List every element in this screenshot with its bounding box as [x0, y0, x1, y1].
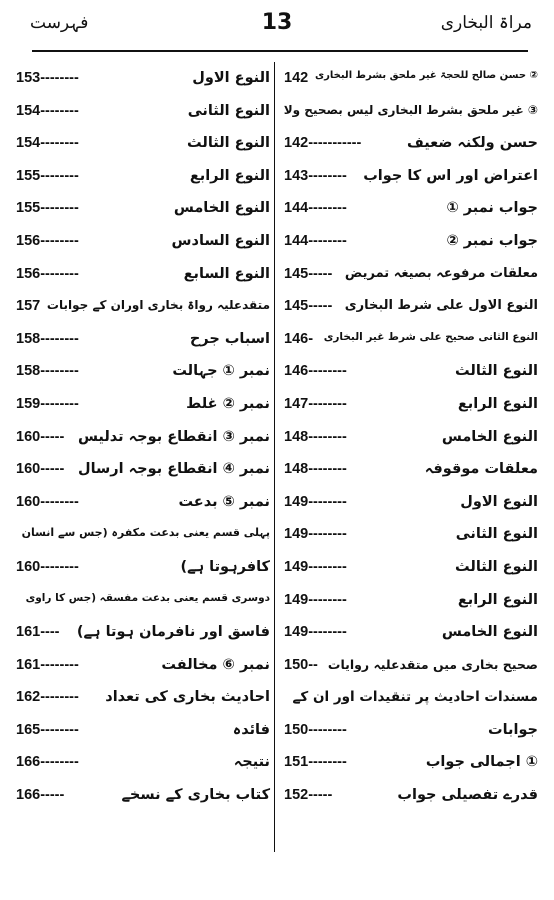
toc-entry-title: مسندات احادیث پر تنقیدات اور ان کے [292, 689, 538, 706]
toc-entry [16, 164, 270, 197]
toc-entry [16, 718, 270, 751]
toc-entry-title: اعتراض اور اس کا جواب [363, 167, 538, 184]
toc-entry [284, 327, 538, 360]
toc-entry-title: النوع الثالث [455, 558, 538, 575]
toc-entry [16, 490, 270, 523]
toc-entry-title: نمبر ④ انقطاع بوجہ ارسال [78, 461, 270, 478]
toc-entry-title: نمبر ③ انقطاع بوجہ تدلیس [77, 428, 270, 445]
toc-entry [284, 196, 538, 229]
toc-entry-title: ③ غیر ملحق بشرط البخاری لیس بصحیح ولا [283, 102, 538, 117]
toc-page-number: 160-------- [16, 558, 79, 575]
toc-entry [16, 392, 270, 425]
toc-entry-title: نمبر ② غلط [186, 395, 270, 412]
toc-entry-title: النوع السادس [171, 232, 270, 249]
toc-entry [284, 685, 538, 718]
toc-entry [284, 294, 538, 327]
toc-entry [284, 490, 538, 523]
toc-page-number: 143-------- [284, 167, 347, 184]
toc-entry [16, 750, 270, 783]
toc-page-number: 154-------- [16, 102, 79, 119]
toc-entry-title: النوع الرابع [457, 591, 538, 608]
toc-page-number: 152----- [284, 787, 333, 804]
toc-page-number: 165-------- [16, 721, 79, 738]
toc-entry [284, 588, 538, 621]
toc-entry [284, 425, 538, 458]
toc-entry [16, 294, 270, 327]
toc-page-number: 148-------- [284, 428, 347, 445]
toc-page-number: 166-------- [16, 754, 79, 771]
toc-page-number: 149-------- [284, 493, 347, 510]
toc-page-number: 162-------- [16, 689, 79, 706]
toc-entry [16, 196, 270, 229]
toc-entry [16, 685, 270, 718]
toc-page-number: 142----------- [284, 135, 362, 152]
toc-entry [16, 327, 270, 360]
toc-entry [284, 66, 538, 99]
toc-entry-title: النوع الرابع [457, 395, 538, 412]
toc-page-number: 146-------- [284, 363, 347, 380]
toc-page-number: 154-------- [16, 135, 79, 152]
toc-entry-title: معلقات مرفوعہ بصیغہ تمریض [344, 265, 538, 281]
toc-entry-title: النوع الثانی [187, 102, 270, 119]
toc-entry-title: ② حسن صالح للحجۃ غیر ملحق بشرط البخاری [314, 70, 538, 81]
toc-page-number: 158-------- [16, 363, 79, 380]
column-divider [274, 62, 275, 852]
toc-entry [16, 229, 270, 262]
toc-entry [16, 522, 270, 555]
toc-entry [16, 457, 270, 490]
toc-entry-title: نمبر ⑥ مخالفت [161, 656, 270, 673]
toc-entry-title: کافرہوتا ہے) [180, 558, 270, 575]
toc-entry-title: متقدعلیہ رواۃ بخاری اوران کے جوابات [46, 298, 270, 313]
toc-entry [284, 229, 538, 262]
header-rule [32, 50, 528, 52]
toc-page-number: 146- [284, 330, 314, 347]
toc-entry [284, 522, 538, 555]
toc-page-number: 153-------- [16, 70, 79, 86]
toc-page-number: 158-------- [16, 330, 79, 347]
toc-entry [284, 718, 538, 751]
page-header [12, 8, 542, 52]
toc-page-number: 156-------- [16, 265, 79, 282]
header-section-title: فہرست [30, 13, 89, 33]
toc-entry-title: جواب نمبر ① [446, 200, 538, 217]
toc-entry [284, 653, 538, 686]
toc-entry-title: احادیث بخاری کی تعداد [105, 689, 270, 706]
toc-page-number: 142 [284, 70, 309, 86]
toc-page-number: 144-------- [284, 232, 347, 249]
header-book-title: مراۃ البخاری [440, 13, 532, 33]
toc-entry-title: النوع الاول علی شرط البخاری [344, 298, 538, 314]
toc-entry [16, 588, 270, 621]
toc-entry-title: النوع الثانی [455, 526, 538, 543]
page-number: 13 [261, 10, 293, 35]
toc-page-number: 149-------- [284, 591, 347, 608]
toc-entry [16, 620, 270, 653]
toc-entry-title: اسباب جرح [189, 330, 270, 347]
toc-entry-title: النوع الثالث [455, 363, 538, 380]
toc-page-number: 149-------- [284, 526, 347, 543]
toc-entry [16, 99, 270, 132]
toc-entry [284, 783, 538, 816]
toc-page-number: 144-------- [284, 200, 347, 217]
toc-page-number: 145----- [284, 298, 333, 315]
toc-page-number: 149-------- [284, 624, 347, 641]
toc-entry-title: النوع الاول [460, 493, 538, 510]
toc-entry [284, 359, 538, 392]
toc-entry-title: قدرے تفصیلی جواب [397, 787, 538, 804]
toc-page-number: 151-------- [284, 754, 347, 771]
toc-entry [284, 164, 538, 197]
toc-entry [284, 131, 538, 164]
toc-entry [284, 457, 538, 490]
toc-page-number: 160----- [16, 428, 65, 445]
toc-page-number: 147-------- [284, 395, 347, 412]
toc-page-number: 160----- [16, 461, 65, 478]
toc-entry-title: دوسری قسم یعنی بدعت مفسقہ (جس کا راوی [25, 591, 270, 604]
toc-entry-title: النوع السابع [183, 265, 270, 282]
toc-entry-title: النوع الخامس [441, 428, 538, 445]
toc-entry-title: ① اجمالی جواب [425, 754, 538, 771]
toc-page-number: 157 [16, 298, 41, 315]
toc-entry-title: نمبر ① جہالت [172, 363, 270, 380]
toc-entry-title: نتیجہ [233, 754, 270, 771]
toc-entry [16, 66, 270, 99]
toc-page-number: 149-------- [284, 558, 347, 575]
toc-page-number: 156-------- [16, 232, 79, 249]
toc-entry-title: النوع الثالث [187, 135, 270, 152]
toc-entry [284, 392, 538, 425]
toc-page-number: 161-------- [16, 656, 79, 673]
toc-entry-title: جواب نمبر ② [446, 232, 538, 249]
toc-page-number: 145----- [284, 265, 333, 282]
toc-page-number: 160-------- [16, 493, 79, 510]
toc-entry [16, 131, 270, 164]
toc-page-number: 166----- [16, 787, 65, 804]
toc-entry-title: صحیح بخاری میں متقدعلیہ روایات [327, 656, 538, 672]
toc-page-number: 159-------- [16, 395, 79, 412]
toc-entry-title: حسن ولکنہ ضعیف [406, 135, 538, 152]
toc-entry [284, 620, 538, 653]
toc-entry [16, 555, 270, 588]
toc-entry-title: جوابات [488, 721, 538, 738]
toc-entry-title: النوع الثانی صحیح علی شرط غیر البخاری [323, 330, 538, 343]
toc-entry-title: النوع الخامس [173, 200, 270, 217]
toc-entry [16, 262, 270, 295]
toc-entry-title: معلقات موقوفہ [424, 461, 538, 478]
toc-entry [284, 555, 538, 588]
toc-page-number: 150-- [284, 656, 318, 673]
toc-entry-title: النوع الاول [192, 70, 270, 86]
toc-page-number: 155-------- [16, 167, 79, 184]
toc-entry-title: فاسق اور نافرمان ہوتا ہے) [76, 624, 270, 641]
toc-entry [284, 262, 538, 295]
toc-page-number: 148-------- [284, 461, 347, 478]
toc-entry [284, 750, 538, 783]
toc-entry-title: نمبر ⑤ بدعت [178, 493, 270, 510]
toc-page-number: 155-------- [16, 200, 79, 217]
toc-entry-title: کتاب بخاری کے نسخے [121, 787, 270, 804]
toc-entry [16, 359, 270, 392]
left-column [16, 66, 270, 816]
toc-entry [16, 653, 270, 686]
toc-entry-title: النوع الرابع [189, 167, 270, 184]
toc-entry-title: پہلی قسم یعنی بدعت مکفرہ (جس سے انسان [21, 526, 270, 540]
toc-entry [16, 425, 270, 458]
toc-entry [284, 99, 538, 132]
toc-entry-title: النوع الخامس [441, 624, 538, 641]
toc-entry-title: فائدہ [232, 721, 270, 738]
toc-page-number: 150-------- [284, 721, 347, 738]
right-column [284, 66, 538, 816]
toc-page-number: 161---- [16, 624, 60, 641]
toc-entry [16, 783, 270, 816]
